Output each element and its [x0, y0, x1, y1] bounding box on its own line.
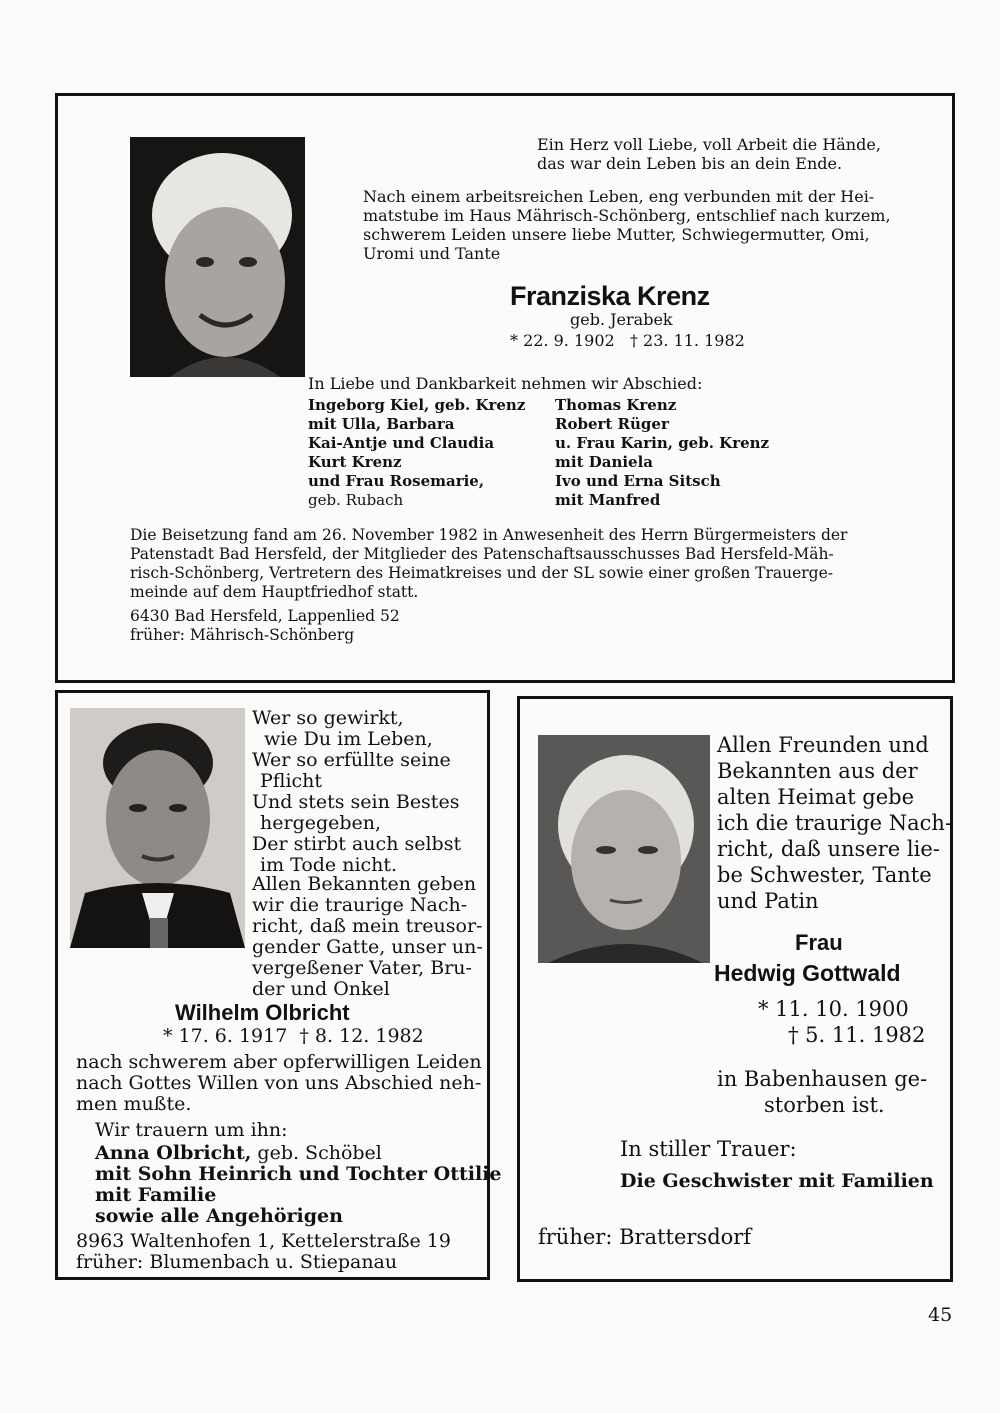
- poem: [252, 708, 461, 876]
- family-line: mit Familie: [95, 1184, 217, 1206]
- announcement-line: der und Onkel: [252, 978, 390, 1000]
- poem-line: Und stets sein Bestes: [252, 791, 460, 813]
- mourner: mit Daniela: [555, 453, 654, 471]
- message-line: und Patin: [717, 889, 819, 913]
- mourner: Kurt Krenz: [308, 453, 402, 471]
- message: [717, 732, 952, 914]
- closing-line: nach schwerem aber opferwilligen Leiden: [76, 1051, 482, 1073]
- announcement-line: wir die traurige Nach-: [252, 894, 468, 916]
- poem-line: hergegeben,: [260, 812, 382, 834]
- portrait-photo-hedwig-gottwald: [538, 735, 710, 963]
- former-residence: früher: Brattersdorf: [538, 1225, 752, 1249]
- intro-line: schwerem Leiden unsere liebe Mutter, Schwiegermutter, Omi,: [363, 225, 870, 244]
- motto: [537, 135, 881, 173]
- mourner: mit Manfred: [555, 491, 661, 509]
- life-dates: * 17. 6. 1917 † 8. 12. 1982: [163, 1025, 424, 1047]
- deceased-name: Hedwig Gottwald: [714, 960, 901, 986]
- page-number: 45: [928, 1304, 953, 1326]
- family-line: mit Sohn Heinrich und Tochter Ottilie: [95, 1163, 502, 1185]
- birth-date: * 11. 10. 1900: [758, 997, 909, 1021]
- mourner: Ivo und Erna Sitsch: [555, 472, 721, 490]
- poem-line: Wer so erfüllte seine: [252, 749, 451, 771]
- burial-text: [130, 526, 847, 602]
- life-dates: * 22. 9. 1902 † 23. 11. 1982: [510, 331, 745, 350]
- portrait-man-suit: [70, 708, 245, 948]
- message-line: alten Heimat gebe: [717, 785, 915, 809]
- poem-line: Der stirbt auch selbst: [252, 833, 462, 855]
- mourner: Kai-Antje und Claudia: [308, 434, 495, 452]
- message-line: richt, daß unsere lie-: [717, 837, 940, 861]
- mourn-heading: In stiller Trauer:: [620, 1137, 797, 1161]
- maiden-name: geb. Jerabek: [570, 310, 673, 329]
- burial-line: Die Beisetzung fand am 26. November 1982 in Anwesenheit des Herrn Bürgermeisters der: [130, 526, 848, 544]
- mourners: [95, 1143, 502, 1227]
- mourner: geb. Rubach: [308, 491, 404, 509]
- place-line: storben ist.: [764, 1093, 885, 1117]
- mourner: Robert Rüger: [555, 415, 669, 433]
- intro-line: Nach einem arbeitsreichen Leben, eng verbunden mit der Hei-: [363, 187, 875, 206]
- announcement-line: richt, daß mein treusor-: [252, 915, 483, 937]
- family-line: sowie alle Angehörigen: [95, 1205, 343, 1227]
- intro-line: Uromi und Tante: [363, 244, 501, 263]
- burial-line: risch-Schönberg, Vertretern des Heimatkreises und der SL sowie einer großen Trauerge-: [130, 564, 834, 582]
- place-of-death: [717, 1066, 927, 1118]
- message-line: Allen Freunden und: [717, 733, 929, 757]
- closing-line: nach Gottes Willen von uns Abschied neh-: [76, 1072, 482, 1094]
- poem-line: Pflicht: [260, 770, 323, 792]
- address: [76, 1231, 451, 1273]
- mourner: Ingeborg Kiel, geb. Krenz: [308, 396, 526, 414]
- address-line: früher: Mährisch-Schönberg: [130, 626, 355, 644]
- message-line: Bekannten aus der: [717, 759, 918, 783]
- motto-line: das war dein Leben bis an dein Ende.: [537, 154, 843, 173]
- closing-line: men mußte.: [76, 1093, 192, 1115]
- poem-line: im Tode nicht.: [260, 854, 398, 876]
- address-line: 6430 Bad Hersfeld, Lappenlied 52: [130, 607, 400, 625]
- poem-line: wie Du im Leben,: [264, 728, 433, 750]
- announcement-line: vergeßener Vater, Bru-: [252, 957, 472, 979]
- deceased-name: Wilhelm Olbricht: [175, 1000, 350, 1025]
- mourner: und Frau Rosemarie,: [308, 472, 485, 490]
- farewell-line: In Liebe und Dankbarkeit nehmen wir Abschied:: [308, 374, 703, 393]
- burial-line: meinde auf dem Hauptfriedhof statt.: [130, 583, 419, 601]
- place-line: in Babenhausen ge-: [717, 1067, 928, 1091]
- mourners-right: [555, 396, 769, 510]
- death-date: † 5. 11. 1982: [788, 1023, 926, 1047]
- widow-name: Anna Olbricht,: [95, 1142, 252, 1164]
- deceased-name: Franziska Krenz: [510, 281, 710, 311]
- mourner: mit Ulla, Barbara: [308, 415, 455, 433]
- closing-text: [76, 1052, 482, 1115]
- honorific: Frau: [795, 930, 843, 955]
- portrait-woman-smiling: [130, 137, 305, 377]
- mourner: Thomas Krenz: [555, 396, 677, 414]
- address-line: 8963 Waltenhofen 1, Kettelerstraße 19: [76, 1230, 451, 1252]
- address-line: früher: Blumenbach u. Stiepanau: [76, 1251, 398, 1273]
- widow-maiden: geb. Schöbel: [257, 1142, 382, 1164]
- intro-text: [363, 187, 891, 263]
- portrait-elderly-woman: [538, 735, 710, 963]
- mourners: Die Geschwister mit Familien: [620, 1170, 934, 1192]
- announcement-line: Allen Bekannten geben: [252, 873, 477, 895]
- burial-line: Patenstadt Bad Hersfeld, der Mitglieder des Patenschaftsausschusses Bad Hersfeld-Mäh-: [130, 545, 834, 563]
- widow-line: [95, 1143, 502, 1164]
- announcement-line: gender Gatte, unser un-: [252, 936, 483, 958]
- poem-line: Wer so gewirkt,: [252, 707, 404, 729]
- portrait-photo-franziska-krenz: [130, 137, 305, 377]
- message-line: be Schwester, Tante: [717, 863, 932, 887]
- motto-line: Ein Herz voll Liebe, voll Arbeit die Hände,: [537, 135, 881, 154]
- address: [130, 607, 400, 645]
- message-line: ich die traurige Nach-: [717, 811, 953, 835]
- mourners-left: [308, 396, 525, 510]
- portrait-photo-wilhelm-olbricht: [70, 708, 245, 948]
- intro-line: matstube im Haus Mährisch-Schönberg, entschlief nach kurzem,: [363, 206, 891, 225]
- announcement: [252, 874, 483, 1000]
- mourner: u. Frau Karin, geb. Krenz: [555, 434, 770, 452]
- mourn-heading: Wir trauern um ihn:: [95, 1119, 288, 1141]
